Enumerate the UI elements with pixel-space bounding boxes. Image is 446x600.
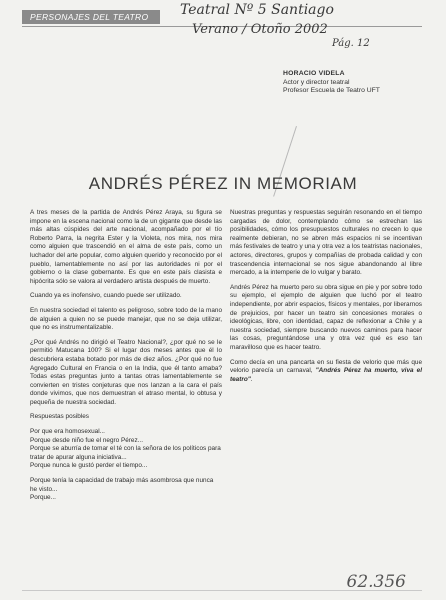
list-item: Porque desde niño fue el negro Pérez... bbox=[30, 436, 143, 444]
handwritten-season: Verano / Otoño 2002 bbox=[192, 22, 328, 37]
list-item: Porque se aburría de tomar el té con la señora de los políticos para tratar de apurar alguna iniciativa... bbox=[30, 445, 221, 461]
right-column bbox=[230, 209, 422, 390]
section-header: PERSONAJES DEL TEATRO bbox=[22, 10, 160, 24]
author-name: HORACIO VIDELA bbox=[283, 70, 345, 77]
paragraph: Andrés Pérez ha muerto pero su obra sigue en pie y por sobre todo su ejemplo, el ejemplo de alguien que luchó por el teatro independiente, por abrir espacios, físicos y mentales, por liberarnos de prejuicios, por hacer un teatro sin concesiones morales o ideológicas, libre, con identidad, capaz de reflexionar a Chile y a nuestra sociedad, siempre buscando nuevos caminos para hacer las cosas, preguntándose una y otra vez qué es eso tan maravilloso que es hacer teatro. bbox=[230, 283, 422, 351]
handwritten-publication: Teatral Nº 5 Santiago bbox=[180, 2, 334, 18]
handwritten-catalog-number: 62.356 bbox=[346, 572, 406, 592]
author-block bbox=[283, 70, 380, 96]
left-column bbox=[30, 209, 222, 509]
list-item: Por que era homosexual... bbox=[30, 428, 105, 436]
closing-paragraph bbox=[230, 359, 422, 385]
author-affiliation: Profesor Escuela de Teatro UFT bbox=[283, 87, 380, 94]
paragraph: Nuestras preguntas y respuestas seguirán resonando en el tiempo cargadas de dolor, contemplando cómo se estrechan las posibilidades, cómo los presupuestos culturales no crecen lo que realmente debieran, no se abren más espacios ni se incentivan más festivales de teatro y una y otra vez a los teatristas nacionales, actores, directores, grupos y compañías de probada calidad y con trascendencia internacional se nos sigue abandonando al libre mercado, a la intemperie de lo vulgar y barato. bbox=[230, 209, 422, 277]
article-title: ANDRÉS PÉREZ IN MEMORIAM bbox=[88, 174, 358, 193]
closing-text: Como decía en una pancarta en su fiesta de velorio que más que velorio parecía un carnaval, bbox=[230, 358, 422, 375]
list-item: Porque... bbox=[30, 494, 56, 502]
responses-heading: Respuestas posibles bbox=[30, 413, 89, 421]
closing-quote: "Andrés Pérez ha muerto, viva el teatro" bbox=[230, 367, 422, 383]
author-role: Actor y director teatral bbox=[283, 78, 350, 86]
paragraph: En nuestra sociedad el talento es peligroso, sobre todo de la mano de alguien a quien no se puede manejar, que no se deja utilizar, que no es instrumentalizable. bbox=[30, 306, 222, 332]
responses-list bbox=[30, 428, 222, 471]
paragraph: A tres meses de la partida de Andrés Pérez Araya, su figura se impone en la escena nacional como la de un gigante que desde las más altas cúspides del arte nacional, acompañado por el tío Roberto Parra, la negrita Ester y la Violeta, nos mira, nos mira como alguien que trascendió en el alma de este país, como un luchador del arte popular, como alguien querido y reconocido por el pueblo, lamentablemente no así por las autoridades ni por el gobierno o la clase gobernante. Es que en este país clasista e hipócrita sólo se valora al verdadero artista después de muerto. bbox=[30, 209, 222, 285]
list-item: Porque tenía la capacidad de trabajo más asombrosa que nunca he visto... bbox=[30, 477, 214, 493]
list-item: Porque nunca le gustó perder el tiempo... bbox=[30, 462, 148, 470]
closing-end: . bbox=[250, 375, 253, 383]
paragraph: ¿Por qué Andrés no dirigió el Teatro Nacional?, ¿por qué no se le permitió Matucana 100? Si el lugar dos meses antes que él lo descubriera estaba botado por más de diez años. ¿Por qué no fue Agregado Cultural en Francia o en la India, que él tanto amaba? Todas estas preguntas junto a tantas otras lamentablemente se convierten en tristes conjeturas que nos lanzan a la cara el país donde vivimos, que nos demuestran el atraso mental, lo obtusa y pequeña de nuestra sociedad. bbox=[30, 338, 222, 406]
paragraph: Cuando ya es inofensivo, cuando puede ser utilizado. bbox=[30, 292, 182, 300]
responses-list-continued bbox=[30, 477, 222, 503]
handwritten-page: Pág. 12 bbox=[332, 38, 370, 49]
